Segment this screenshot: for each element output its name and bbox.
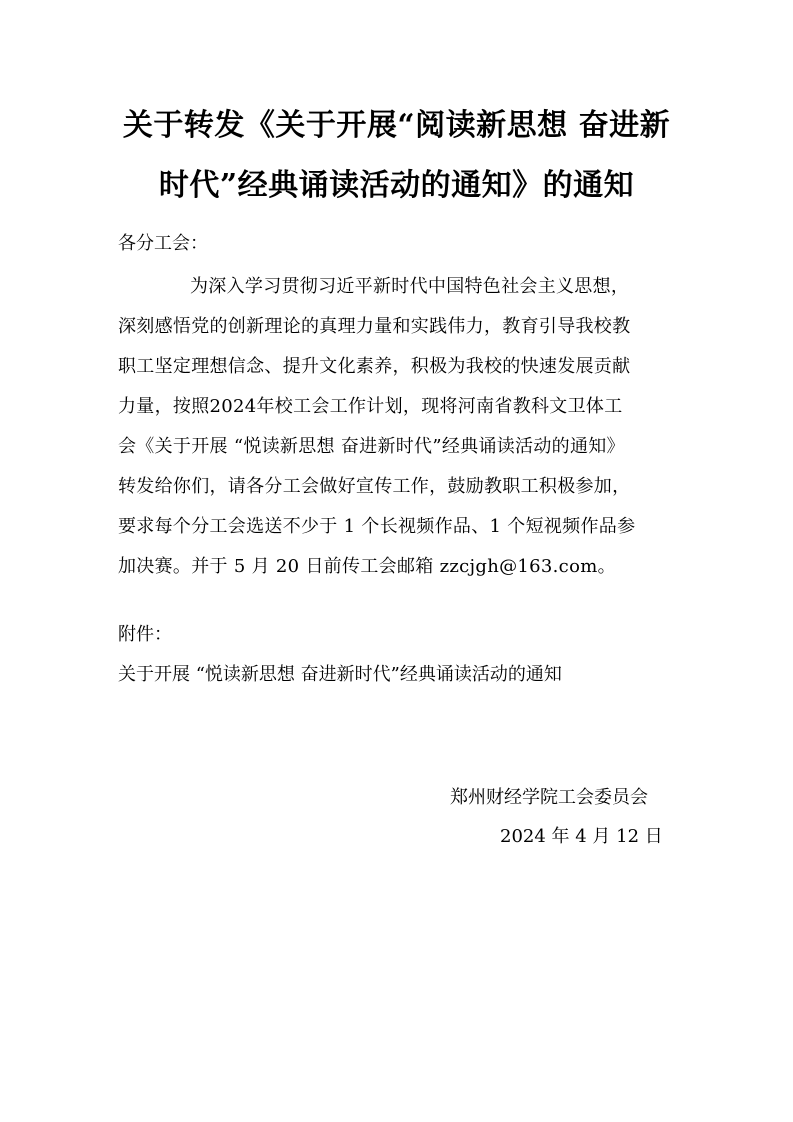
body-line-4: 力量，按照2024年校工会工作计划，现将河南省教科文卫体工	[118, 396, 623, 417]
body-line-3: 职工坚定理想信念、提升文化素养，积极为我校的快速发展贡献	[118, 356, 631, 377]
signature-organization: 郑州财经学院工会委员会	[450, 787, 648, 808]
body-line-6: 转发给你们，请各分工会做好宣传工作，鼓励教职工积极参加，	[118, 476, 631, 497]
salutation: 各分工会：	[118, 233, 208, 254]
body-line-5: 会《关于开展 “悦读新思想 奋进新时代”经典诵读活动的通知》	[118, 436, 625, 457]
signature-date: 2024 年 4 月 12 日	[500, 826, 663, 847]
body-line-1: 为深入学习贯彻习近平新时代中国特色社会主义思想，	[190, 276, 630, 297]
document-title-line-2: 时代”经典诵读活动的通知》的通知	[158, 168, 635, 203]
attachment-label: 附件：	[118, 624, 172, 645]
body-line-2: 深刻感悟党的创新理论的真理力量和实践伟力，教育引导我校教	[118, 316, 631, 337]
body-line-7: 要求每个分工会选送不少于 1 个长视频作品、1 个短视频作品参	[118, 516, 636, 537]
attachment-title: 关于开展 “悦读新思想 奋进新时代”经典诵读活动的通知	[118, 664, 562, 685]
body-line-8: 加决赛。并于 5 月 20 日前传工会邮箱 zzcjgh@163.com。	[118, 556, 616, 577]
document-title-line-1: 关于转发《关于开展“阅读新思想 奋进新	[122, 108, 671, 143]
